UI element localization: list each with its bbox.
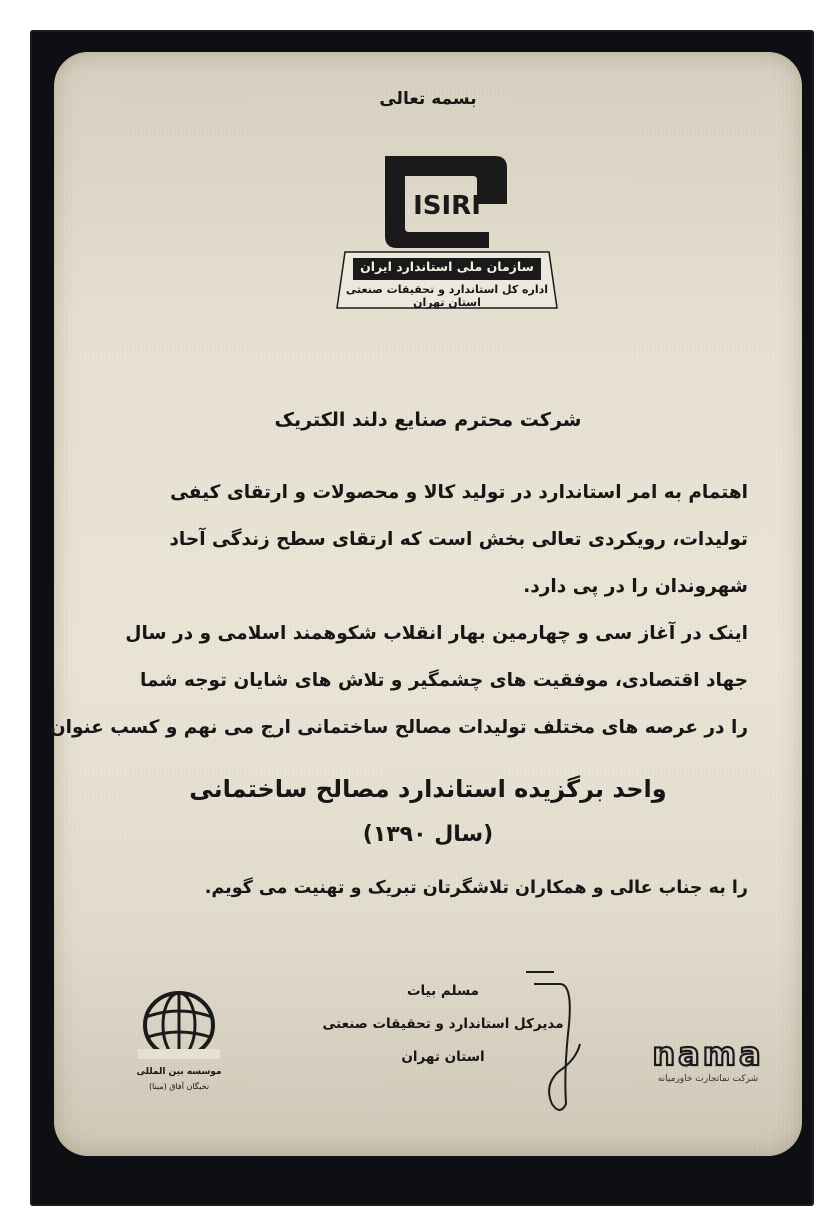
signatory-block (308, 975, 578, 1074)
body-line: اهتمام به امر استاندارد در تولید کالا و محصولات و ارتقای کیفی (170, 482, 748, 503)
body-paragraph (49, 469, 748, 751)
body-line: تولیدات، رویکردی تعالی بخش است که ارتقای سطح زندگی آحاد (169, 529, 748, 550)
closing-sentence: را به جناب عالی و همکاران تلاشگرتان تبریک و تهنیت می گویم. (204, 878, 748, 898)
signatory-region: استان تهران (401, 1049, 485, 1065)
award-title: واحد برگزیده استاندارد مصالح ساختمانی (189, 775, 667, 803)
nama-logo-text: nama (652, 1037, 764, 1071)
body-line: اینک در آغاز سی و چهارمین بهار انقلاب شکوهمند اسلامی و در سال (125, 623, 748, 644)
isiri-logo-text: ISIRI (413, 191, 481, 221)
recipient-name: شرکت محترم صنایع دلند الکتریک (274, 409, 582, 431)
mina-caption-2: نخبگان آفاق (مینا) (148, 1082, 210, 1091)
signatory-name: مسلم بیات (406, 983, 480, 999)
globe-logo-icon (134, 987, 224, 1063)
issuer-name: سازمان ملی استاندارد ایران (360, 259, 534, 274)
signatory-title: مدیرکل استاندارد و تحقیقات صنعتی (322, 1016, 564, 1032)
nama-caption: شرکت نماتجارت خاورمیانه (657, 1074, 759, 1084)
issuer-banner (331, 250, 563, 318)
isiri-logo-icon (377, 152, 511, 252)
award-year: (سال ۱۳۹۰) (362, 822, 494, 847)
nama-logo-icon (644, 1037, 772, 1071)
body-line: جهاد اقتصادی، موفقیت های چشمگیر و تلاش های شایان توجه شما (140, 670, 748, 691)
body-line: شهروندان را در پی دارد. (523, 576, 748, 597)
award-plaque (49, 52, 802, 1156)
body-line: را در عرصه های مختلف تولیدات مصالح ساختمانی ارج می نهم و کسب عنوان (49, 717, 748, 738)
invocation-heading: بسمه تعالی (379, 89, 477, 109)
mina-caption-1: موسسه بین المللی (136, 1067, 222, 1077)
issuer-department: اداره کل استاندارد و تحقیقات صنعتی استان تهران (345, 283, 549, 309)
